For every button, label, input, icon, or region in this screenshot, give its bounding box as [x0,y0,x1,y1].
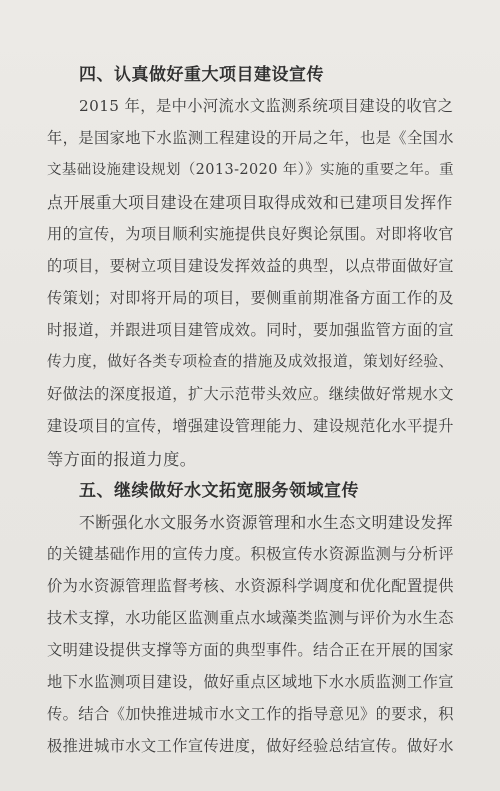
section-5-line: 的关键基础作用的宣传力度。积极宣传水资源监测与分析评 [47,545,454,563]
section-5-line: 价为水资源管理监督考核、水资源科学调度和优化配置提供 [47,577,454,595]
section-5-line: 传。结合《加快推进城市水文工作的指导意见》的要求，积 [47,705,454,723]
section-4-line: 等方面的报道力度。 [47,450,197,469]
section-5-line: 不断强化水文服务水资源管理和水生态文明建设发挥 [79,513,453,532]
section-5-heading: 五、继续做好水文拓宽服务领域宣传 [79,481,359,501]
section-4-line: 2015 年，是中小河流水文监测系统项目建设的收官之 [79,97,454,115]
section-4-line: 年，是国家地下水监测工程建设的开局之年，也是《全国水 [47,129,454,147]
section-4-line: 用的宣传，为项目顺利实施提供良好舆论氛围。对即将收官 [47,225,454,243]
section-4-line: 点开展重大项目建设在建项目取得成效和已建项目发挥作 [47,193,453,212]
section-4-line: 建设项目的宣传，增强建设管理能力、建设规范化水平提升 [47,417,454,435]
section-4-heading: 四、认真做好重大项目建设宣传 [79,65,324,85]
section-4-line: 的项目，要树立项目建设发挥效益的典型，以点带面做好宣 [47,257,454,275]
section-5-line: 技术支撑，水功能区监测重点水域藻类监测与评价为水生态 [47,609,454,627]
section-4-line: 传力度，做好各类专项检查的措施及成效报道，策划好经验、 [47,353,454,370]
section-4-line: 传策划；对即将开局的项目，要侧重前期准备方面工作的及 [47,289,454,307]
section-5-line: 极推进城市水文工作宣传进度，做好经验总结宣传。做好水 [47,737,454,755]
section-4-line: 好做法的深度报道，扩大示范带头效应。继续做好常规水文 [47,385,454,403]
section-4-line: 时报道，并跟进项目建管成效。同时，要加强监管方面的宣 [47,321,454,339]
section-5-line: 文明建设提供支撑等方面的典型事件。结合正在开展的国家 [47,641,454,659]
section-5-line: 地下水监测项目建设，做好重点区域地下水水质监测工作宣 [47,673,454,691]
section-4-line: 文基础设施建设规划（2013-2020 年）》实施的重要之年。重 [47,162,455,178]
